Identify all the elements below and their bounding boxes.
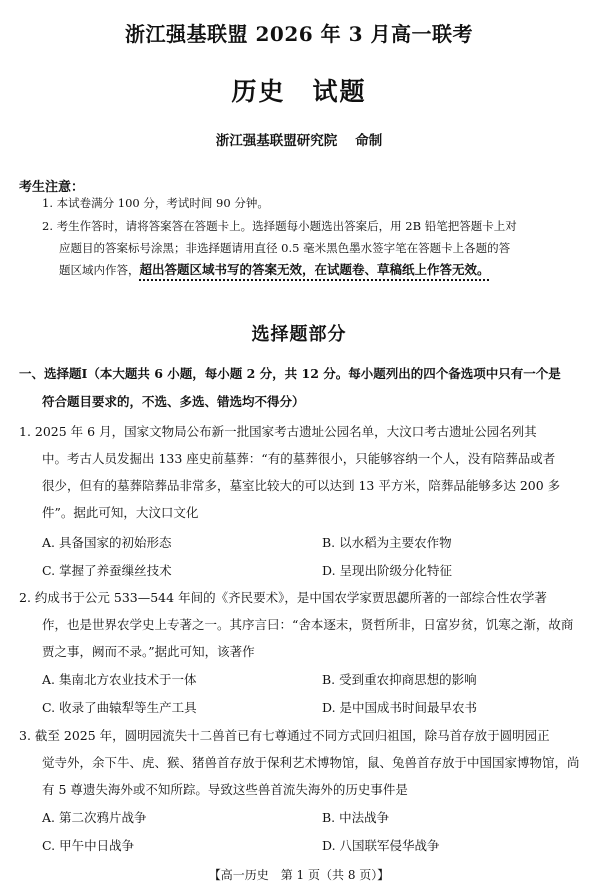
q3-line-1: 3. 截至 2025 年，圆明园流失十二兽首已有七尊通过不同方式回归祖国，除马首存放于圆明园正 [19, 728, 550, 743]
section-title: 选择题部分 [251, 324, 347, 345]
q3-option-c: C. 甲午中日战争 [42, 838, 135, 853]
q1-line-1: 1. 2025 年 6 月，国家文物局公布新一批国家考古遗址公园名单，大汶口考古遗址公园名列其 [19, 424, 537, 439]
q1-option-c: C. 掌握了养蚕缫丝技术 [42, 563, 172, 578]
q1-line-3: 很少，但有的墓葬陪葬品非常多，墓室比较大的可以达到 13 平方米，陪葬品能够多达 200 多 [42, 478, 561, 493]
page-footer: 【高一历史 第 1 页（共 8 页）】 [208, 868, 390, 882]
notice-item-2-line-3-text: 题区域内作答， [59, 263, 140, 277]
q1-line-2: 中。考古人员发掘出 133 座史前墓葬：“有的墓葬很小，只能够容纳一个人，没有陪葬品或者 [42, 451, 556, 466]
q2-line-1: 2. 约成书于公元 533—544 年间的《齐民要术》，是中国农学家贾思勰所著的一部综合性农学著 [19, 590, 547, 605]
q2-line-2: 作，也是世界农学史上专著之一。其序言曰：“舍本逐末，贤哲所非，日富岁贫，饥寒之渐，故商 [42, 617, 574, 632]
notice-item-2-line-2: 应题目的答案标号涂黑；非选择题请用直径 0.5 毫米黑色墨水签字笔在答题卡上各题的答 [59, 241, 511, 255]
q3-line-3: 有 5 尊遗失海外或不知所踪。导致这些兽首流失海外的历史事件是 [42, 782, 408, 797]
exam-title: 浙江强基联盟 2026 年 3 月高一联考 [125, 22, 473, 46]
q3-option-d: D. 八国联军侵华战争 [322, 838, 440, 853]
q3-option-a: A. 第二次鸦片战争 [42, 810, 147, 825]
notice-item-1: 1. 本试卷满分 100 分，考试时间 90 分钟。 [42, 196, 269, 210]
subject-title: 历史 试题 [231, 77, 367, 106]
q3-option-b: B. 中法战争 [322, 810, 390, 825]
q2-option-c: C. 收录了曲辕犁等生产工具 [42, 700, 197, 715]
issuer-name: 浙江强基联盟研究院 [215, 133, 338, 149]
q2-option-a: A. 集南北方农业技术于一体 [42, 672, 197, 687]
q1-option-d: D. 呈现出阶级分化特征 [322, 563, 453, 578]
q2-line-3: 贾之事，阙而不录。”据此可知，该著作 [42, 644, 255, 659]
q1-option-b: B. 以水稻为主要农作物 [322, 535, 452, 550]
q1-line-4: 件”。据此可知，大汶口文化 [42, 505, 199, 520]
notice-item-2-line-3 [59, 260, 490, 280]
notice-emphasis: 超出答题区域书写的答案无效，在试题卷、草稿纸上作答无效。 [139, 262, 490, 277]
q3-line-2: 觉寺外，余下牛、虎、猴、猪兽首存放于保利艺术博物馆，鼠、兔兽首存放于中国国家博物馆，尚 [42, 755, 580, 770]
notice-heading: 考生注意： [19, 180, 85, 195]
q2-option-b: B. 受到重农抑商思想的影响 [322, 672, 477, 687]
q2-option-d: D. 是中国成书时间最早农书 [322, 700, 478, 715]
issuer-line [0, 129, 598, 149]
part1-heading-line-1: 一、选择题Ⅰ（本大题共 6 小题，每小题 2 分，共 12 分。每小题列出的四个备选项中只有一个是 [19, 366, 561, 381]
part1-heading-line-2: 符合题目要求的，不选、多选、错选均不得分） [42, 394, 305, 409]
notice-item-2-line-1: 2. 考生作答时，请将答案答在答题卡上。选择题每小题选出答案后，用 2B 铅笔把答题卡上对 [42, 219, 517, 233]
issuer-suffix: 命制 [355, 133, 383, 149]
q1-option-a: A. 具备国家的初始形态 [42, 535, 172, 550]
